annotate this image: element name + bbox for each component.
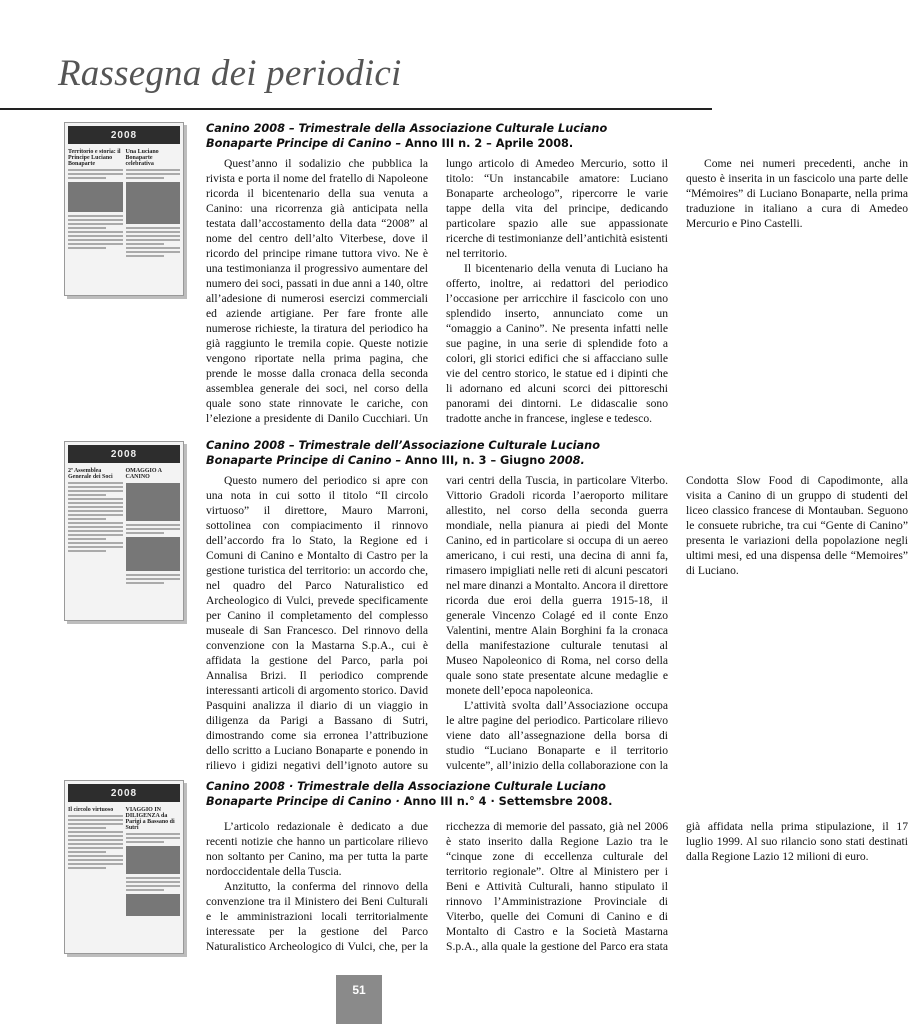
paragraph: Anzitutto, la conferma del rinnovo della convenzione tra il Ministero dei Beni Culturali e le amministrazioni locali territorialmente interessate per la gestione del Parco Naturalistico Archeologico di Vulci, che, per la ricchezza di memorie del passato, già nel 2006 è stato inserito dalla Regione Lazio tra le “cinque zone di eccellenza culturale del territorio regionale”. Oltre al Ministero per i Beni e Attività Culturali, hanno stipulato il rinnovo l’Amministrazione Provinciale di Viterbo, quelle dei Comuni di Canino e di Montalto di Castro e la Società Mastarna S.p.A., alla quale la gestione del Parco era stata già affidata nella prima stipulazione, il 17 luglio 1999. Al suo rilancio sono stati destinati dalla Regione Lazio 12 milioni di euro.: [206, 820, 908, 953]
page-number-box: [336, 975, 382, 1024]
paragraph: L’articolo redazionale è dedicato a due recenti notizie che hanno un particolare rilievo non soltanto per Canino, ma per tutta la parte nordoccidentale della Tuscia.: [206, 820, 428, 878]
article-heading: Canino 2008 · Trimestrale della Associazione Culturale Luciano Bonaparte Principe di Canino · Anno III n.° 4 · Settemsbre 2008.: [206, 780, 613, 808]
paragraph: L’attività svolta dall’Associazione occupa le altre pagine del periodico. Particolare rilievo viene dato all’assegnazione della borsa di studio “Luciano Bonaparte e il territorio vulcente”, all’inizio della collaborazione con la Condotta Slow Food di Capodimonte, alla visita a Canino di un gruppo di studenti del liceo classico francese di Montauban. Seguono le consuete rubriche, tra cui “Gente di Canino” presenta le variazioni della popolazione negli ultimi mesi, ed una dispensa delle “Memoires” di Luciano.: [446, 474, 908, 772]
thumb-headline: Il circolo virtuoso: [68, 807, 114, 813]
article-heading: Canino 2008 – Trimestrale dell’Associazione Culturale Luciano Bonaparte Principe di Canino – Anno III, n. 3 – Giugno 2008.: [206, 439, 600, 467]
thumb-headline: OMAGGIO A CANINO: [125, 468, 162, 480]
paragraph: Quest’anno il sodalizio che pubblica la rivista e porta il nome del fratello di Napoleone ricorda il bicentenario della sua venuta a Canino: una ricorrenza già anticipata nella testata dall’accostamento della data “2008” al nome del centro dell’alto Viterbese, dove il ricordo del principe rimane tuttora vivo. Ne è una testimonianza il progressivo aumentare del numero dei soci, passati in due anni a 140, oltre all’adesione di numerosi esercizi commerciali ed aziende artigiane. Per fare fronte alle numerose richieste, la tiratura del periodico ha già raggiunto le tremila copie. Queste notizie vengono riportate nella prima pagina, che prende le mosse dalla cronaca della seconda assemblea generale dei soci, nel corso della quale sono state rinnovate le cariche, con l’elezione a presidente di Danilo Cucchiari. Un lungo articolo di Amedeo Mercurio, sotto il titolo: “Un instancabile amatore: Luciano Bonaparte archeologo”, ripercorre le varie tappe della vita del principe, dedicando particolare spazio alle sue appassionate ricerche di testimonianze dell’antichità esistenti nel territorio.: [206, 157, 668, 425]
page-title: Rassegna dei periodici: [58, 53, 402, 94]
thumb-headline: 2ª Assemblea Generale dei Soci: [68, 468, 113, 480]
masthead: 2008: [68, 126, 180, 144]
thumb-headline: Una Luciano Bonaparte celebrativa: [125, 149, 159, 167]
article-body: [206, 156, 908, 430]
masthead: 2008: [68, 445, 180, 463]
title-rule: [0, 108, 712, 110]
article-body: [206, 473, 908, 775]
article-body: [206, 819, 908, 961]
paragraph: Questo numero del periodico si apre con una nota in cui sotto il titolo “Il circolo virtuoso” il direttore, Mauro Marroni, sottolinea con compiacimento il rinnovo dell’accordo fra lo Stato, la Regione ed i Comuni di Canino e Montalto di Castro per la gestione turistica del territorio: un accordo che, nel quadro del Parco Naturalistico ed Archeologico di Vulci, prevede specificamente per Canino il completamento del complesso museale di San Francesco. Del rinnovo della convenzione con la Mastarna S.p.A., cui è affidata la gestione del Parco, parla poi Annalisa Brizi. Il periodico comprende interessanti articoli di argomento storico. David Pasquini analizza il diario di un viaggio in diligenza da Parigi a Bassano di Sutri, dimostrando come sia erronea l’attribuzione dello scritto a Luciano Bonaparte e ponendo in rilievo i gidizi negativi dell’ignoto autore su vari centri della Tuscia, in particolare Viterbo. Vittorio Gradoli ricorda l’aeroporto militare allestito, nel corso della seconda guerra mondiale, nella pianura ai piedi del Monte Canino, ed in particolare si occupa di un aereo americano, i cui resti, una decina di anni fa, rimasero impigliati nelle reti di alcuni pescatori nel mare dinanzi a Montalto. Ancora il direttore ricorda due eroi della guerra 1915-18, il generale Vincenzo Colagé ed il conte Enzo Valentini, mentre Alain Borghini fa la cronaca della manifestazione culturale tenutasi al Museo Napoleonico di Roma, nel corso della quale sono state presentate alcune medaglie e monete dell’epoca napoleonica.: [206, 474, 668, 772]
newspaper-cover-thumbnail: [64, 441, 184, 621]
thumb-headline: Territorio e storia: il Principe Luciano Bonaparte: [68, 149, 121, 167]
article-heading: Canino 2008 – Trimestrale della Associazione Culturale Luciano Bonaparte Principe di Canino – Anno III n. 2 – Aprile 2008.: [206, 122, 608, 150]
newspaper-cover-thumbnail: [64, 780, 184, 954]
newspaper-cover-thumbnail: [64, 122, 184, 296]
masthead: 2008: [68, 784, 180, 802]
page-number: 51: [352, 983, 366, 997]
paragraph: Come nei numeri precedenti, anche in questo è inserita in un fascicolo una parte delle “Mémoires” di Luciano Bonaparte, nella prima traduzione in italiano a cura di Amedeo Mercurio e Pino Castelli.: [686, 157, 908, 230]
thumb-headline: VIAGGIO IN DILIGENZA da Parigi a Bassano di Sutri: [125, 807, 175, 831]
paragraph: Il bicentenario della venuta di Luciano ha offerto, inoltre, ai redattori del periodico l’occasione per arricchire il fascicolo con uno splendido inserto, annunciato come un “omaggio a Canino”. Ne presenta infatti nelle sue pagine, in una serie di splendide foto a colori, gli storici edifici che si affacciano sulle vie del centro storico, le statue ed i dipinti che li adornano ed alcuni scorci dei pittoreschi panorami dei dintorni. Le didascalie sono tradotte anche in francese, inglese e tedesco.: [446, 262, 668, 425]
